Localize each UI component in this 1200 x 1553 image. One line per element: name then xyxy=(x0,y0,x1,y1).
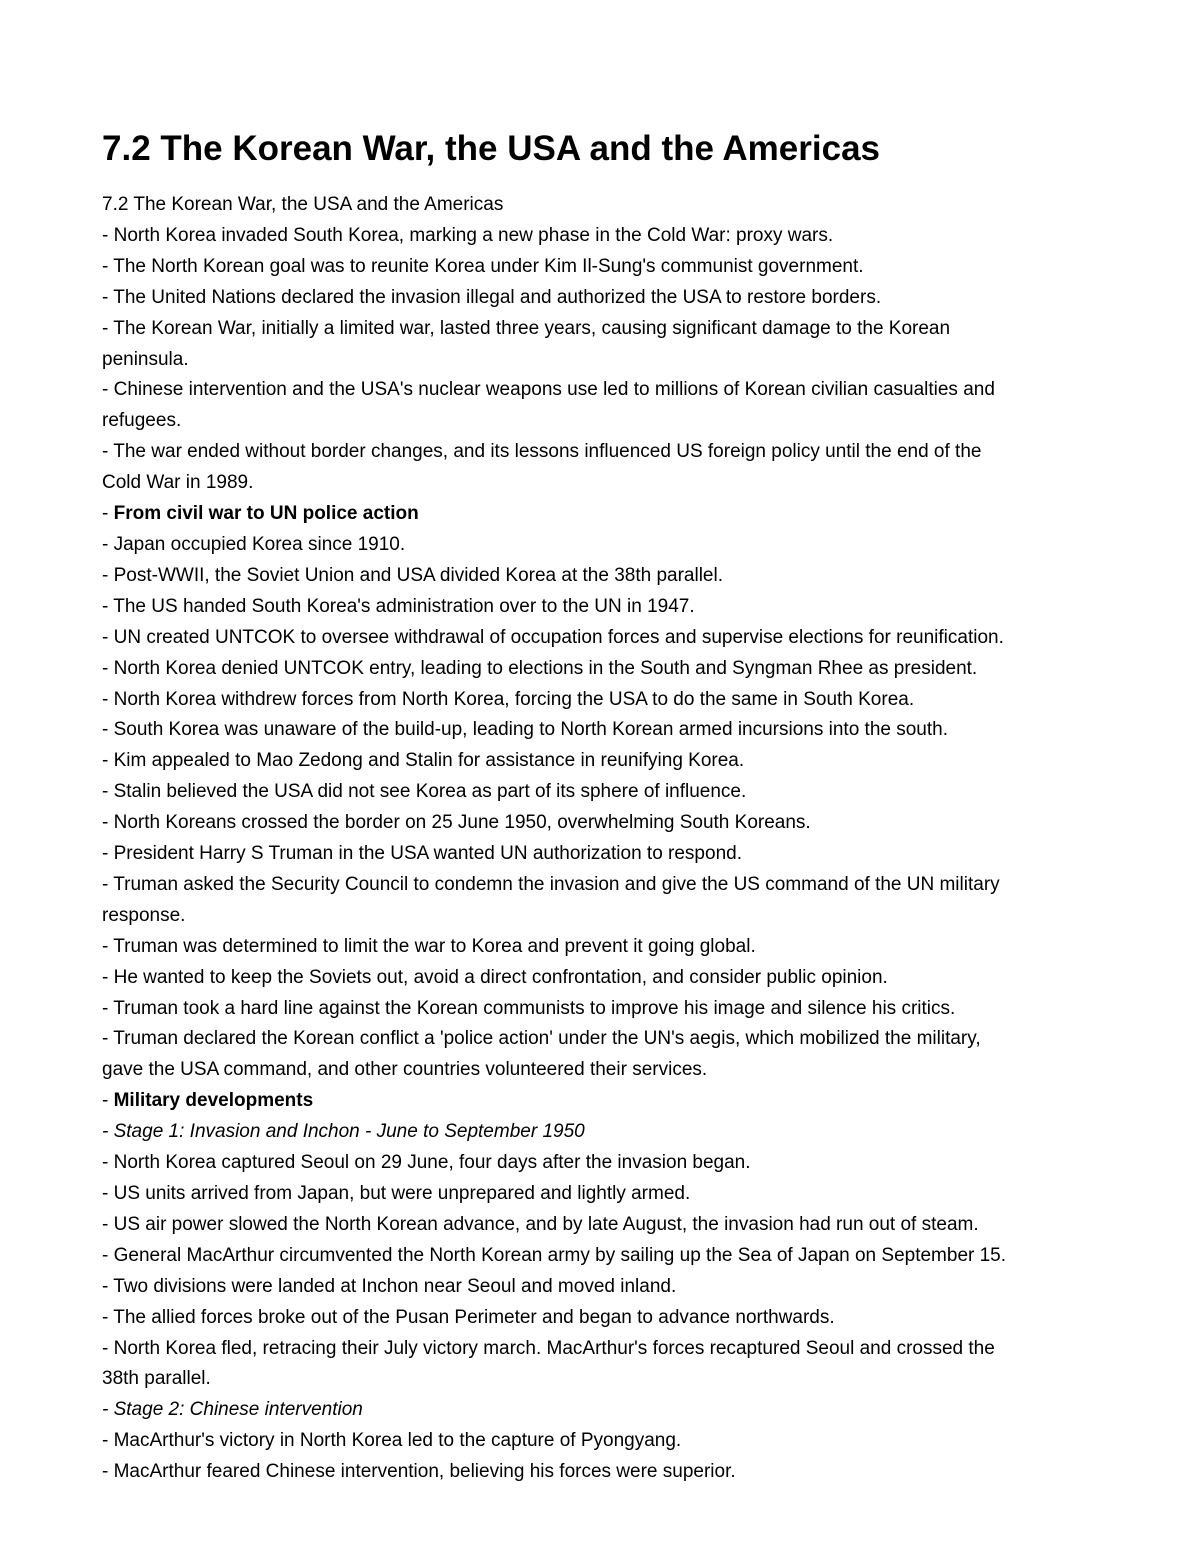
section-heading xyxy=(102,499,1102,530)
body-line: refugees. xyxy=(102,410,182,432)
body-line: - The allied forces broke out of the Pusan Perimeter and began to advance northwards. xyxy=(102,1306,835,1328)
section-heading-prefix: - xyxy=(102,503,114,525)
document-title: 7.2 The Korean War, the USA and the Americas xyxy=(102,129,880,168)
body-line: - US units arrived from Japan, but were unprepared and lightly armed. xyxy=(102,1183,691,1204)
body-line: - The Korean War, initially a limited war, lasted three years, causing significant damage to the Korean xyxy=(102,317,951,339)
body-line: - Two divisions were landed at Inchon near Seoul and moved inland. xyxy=(102,1275,677,1297)
body-line: 7.2 The Korean War, the USA and the Americas xyxy=(102,194,504,215)
subsection-heading: - Stage 1: Invasion and Inchon - June to September 1950 xyxy=(102,1121,585,1143)
body-line: - North Korea fled, retracing their July victory march. MacArthur's forces recaptured Seoul and crossed the xyxy=(102,1337,995,1359)
section-heading xyxy=(102,1086,1102,1117)
section-heading-text: From civil war to UN police action xyxy=(113,503,419,525)
body-line: - North Koreans crossed the border on 25 June 1950, overwhelming South Koreans. xyxy=(102,812,811,834)
body-line: - South Korea was unaware of the build-up, leading to North Korean armed incursions into the south. xyxy=(102,719,949,741)
body-line: 38th parallel. xyxy=(102,1368,211,1390)
body-line: - North Korea invaded South Korea, marking a new phase in the Cold War: proxy wars. xyxy=(102,224,834,246)
body-line: - President Harry S Truman in the USA wanted UN authorization to respond. xyxy=(102,843,742,865)
body-line: - North Korea withdrew forces from North Korea, forcing the USA to do the same in South Korea. xyxy=(102,688,915,710)
body-line: - Truman declared the Korean conflict a 'police action' under the UN's aegis, which mobilized the military, xyxy=(102,1028,981,1050)
section-heading-text: Military developments xyxy=(113,1090,314,1112)
body-line: - He wanted to keep the Soviets out, avoid a direct confrontation, and consider public opinion. xyxy=(102,966,888,988)
body-line: - Stalin believed the USA did not see Korea as part of its sphere of influence. xyxy=(102,781,747,803)
body-line: - General MacArthur circumvented the North Korean army by sailing up the Sea of Japan on September 15. xyxy=(102,1244,1007,1266)
body-line: - Post-WWII, the Soviet Union and USA divided Korea at the 38th parallel. xyxy=(102,564,723,586)
body-line: - The war ended without border changes, and its lessons influenced US foreign policy until the end of the xyxy=(102,441,982,463)
document-body xyxy=(102,190,1102,1488)
body-line: - The United Nations declared the invasion illegal and authorized the USA to restore borders. xyxy=(102,286,882,308)
document-page xyxy=(102,126,1102,1488)
body-line: gave the USA command, and other countries volunteered their services. xyxy=(102,1059,708,1081)
body-line: - Truman was determined to limit the war to Korea and prevent it going global. xyxy=(102,935,756,957)
body-line: - US air power slowed the North Korean advance, and by late August, the invasion had run out of steam. xyxy=(102,1213,979,1235)
body-line: - Truman asked the Security Council to condemn the invasion and give the US command of the UN military xyxy=(102,873,1000,895)
body-line: - MacArthur feared Chinese intervention, believing his forces were superior. xyxy=(102,1461,736,1483)
body-line: - North Korea denied UNTCOK entry, leading to elections in the South and Syngman Rhee as president. xyxy=(102,657,978,679)
body-line: - The North Korean goal was to reunite Korea under Kim Il-Sung's communist government. xyxy=(102,255,864,277)
body-line: Cold War in 1989. xyxy=(102,472,254,494)
body-line: - Kim appealed to Mao Zedong and Stalin for assistance in reunifying Korea. xyxy=(102,750,745,772)
body-line: - UN created UNTCOK to oversee withdrawal of occupation forces and supervise elections for reunification. xyxy=(102,626,1004,648)
section-heading-prefix: - xyxy=(102,1090,114,1112)
body-line: - Chinese intervention and the USA's nuclear weapons use led to millions of Korean civilian casualties and xyxy=(102,379,995,401)
body-line: peninsula. xyxy=(102,348,189,370)
body-line: - Truman took a hard line against the Korean communists to improve his image and silence his critics. xyxy=(102,997,956,1019)
body-line: - Japan occupied Korea since 1910. xyxy=(102,533,406,555)
body-line: - North Korea captured Seoul on 29 June, four days after the invasion began. xyxy=(102,1152,751,1174)
body-line: response. xyxy=(102,904,186,926)
body-line: - MacArthur's victory in North Korea led to the capture of Pyongyang. xyxy=(102,1430,682,1452)
subsection-heading: - Stage 2: Chinese intervention xyxy=(102,1399,363,1421)
body-line: - The US handed South Korea's administration over to the UN in 1947. xyxy=(102,595,695,617)
